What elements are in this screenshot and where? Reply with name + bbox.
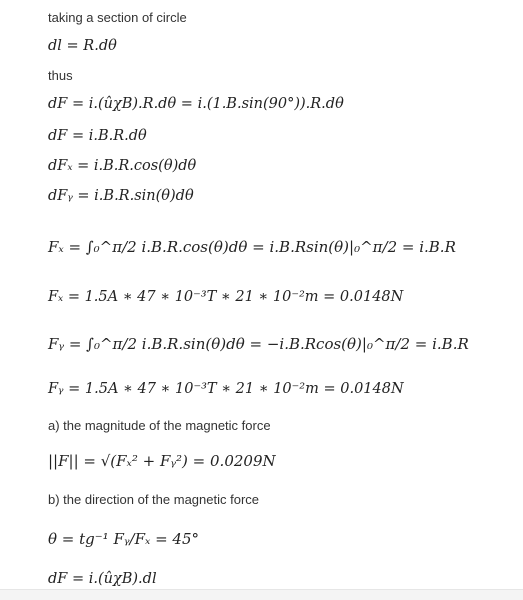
equation-Fy-integral: Fᵧ = ∫₀^π/2 i.B.R.sin(θ)dθ = −i.B.Rcos(θ)|₀^π/2 = i.B.R xyxy=(48,335,469,353)
equation-dFy: dFᵧ = i.B.R.sin(θ)dθ xyxy=(48,188,194,204)
text-line-thus: thus xyxy=(48,68,73,83)
equation-magnitude: ||F|| = √(Fₓ² + Fᵧ²) = 0.0209N xyxy=(48,452,276,470)
equation-dF-full: dF = i.(ûχB).R.dθ = i.(1.B.sin(90°)).R.dθ xyxy=(48,96,344,112)
heading-direction: b) the direction of the magnetic force xyxy=(48,492,260,507)
equation-Fx-value: Fₓ = 1.5A ∗ 47 ∗ 10⁻³T ∗ 21 ∗ 10⁻²m = 0.0148N xyxy=(48,289,404,305)
equation-dFx: dFₓ = i.B.R.cos(θ)dθ xyxy=(48,158,197,174)
equation-dF-simple: dF = i.B.R.dθ xyxy=(48,128,147,144)
equation-Fy-value: Fᵧ = 1.5A ∗ 47 ∗ 10⁻³T ∗ 21 ∗ 10⁻²m = 0.0148N xyxy=(48,381,404,397)
text-line-section: taking a section of circle xyxy=(48,10,187,25)
equation-direction: θ = tg⁻¹ Fᵧ/Fₓ = 45° xyxy=(48,530,199,548)
heading-magnitude: a) the magnitude of the magnetic force xyxy=(48,418,271,433)
equation-dF-vector: dF = i.(ûχB).dl xyxy=(48,571,157,587)
equation-Fx-integral: Fₓ = ∫₀^π/2 i.B.R.cos(θ)dθ = i.B.Rsin(θ)|₀^π/2 = i.B.R xyxy=(48,238,456,256)
bottom-scroll-bar xyxy=(0,589,523,600)
equation-dl: dl = R.dθ xyxy=(48,38,117,54)
